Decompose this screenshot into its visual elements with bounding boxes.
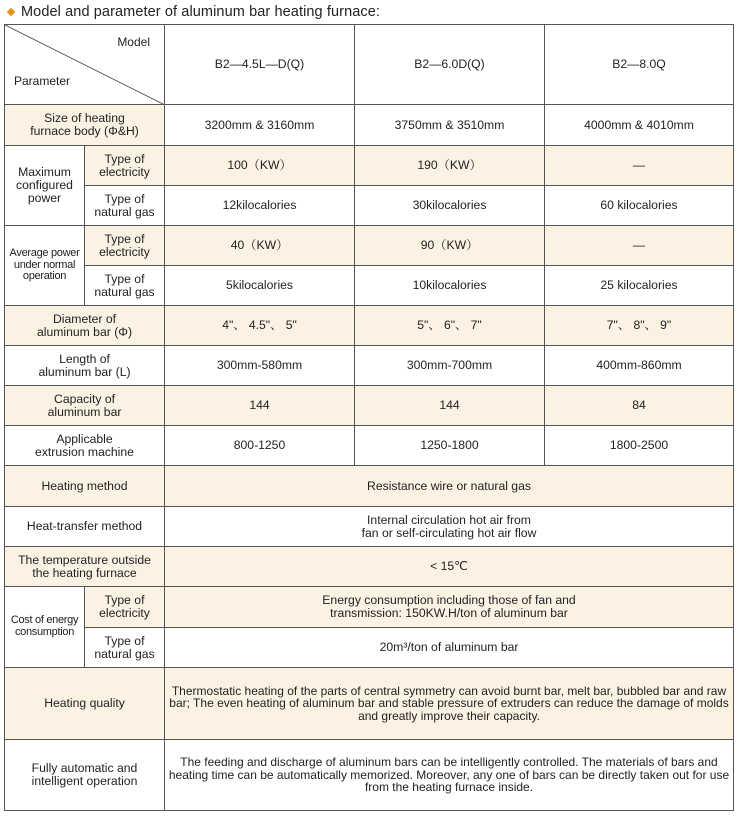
heating-quality-row <box>5 668 734 740</box>
diameter-row <box>5 306 734 346</box>
extrusion-value-3: 1800-2500 <box>545 426 734 466</box>
model-label: Model <box>117 35 150 49</box>
max-power-gas-value-3: 60 kilocalories <box>545 186 734 226</box>
capacity-label: Capacity of aluminum bar <box>5 386 165 426</box>
capacity-row <box>5 386 734 426</box>
capacity-value-3: 84 <box>545 386 734 426</box>
avg-power-electricity-label: Type of electricity <box>85 226 165 266</box>
size-label: Size of heating furnace body (Φ&H) <box>5 105 165 146</box>
energy-electricity-row <box>5 587 734 628</box>
diamond-bullet-icon <box>7 8 15 16</box>
avg-power-electricity-value-3: — <box>545 226 734 266</box>
size-value-2: 3750mm & 3510mm <box>355 105 545 146</box>
avg-power-electricity-value-2: 90（KW） <box>355 226 545 266</box>
length-value-1: 300mm-580mm <box>165 346 355 386</box>
model-header-1: B2—4.5L—D(Q) <box>165 25 355 105</box>
avg-power-gas-value-2: 10kilocalories <box>355 266 545 306</box>
heat-transfer-label: Heat-transfer method <box>5 507 165 547</box>
model-header-3: B2—8.0Q <box>545 25 734 105</box>
capacity-value-2: 144 <box>355 386 545 426</box>
heating-method-value: Resistance wire or natural gas <box>165 466 734 507</box>
heating-quality-value: Thermostatic heating of the parts of central symmetry can avoid burnt bar, melt bar, bubbled bar and raw bar; The even heating of aluminum bar and stable pressure of extruders can reduce the damage of molds and greatly improve their capacity. <box>165 668 734 740</box>
length-label: Length of aluminum bar (L) <box>5 346 165 386</box>
model-header-2: B2—6.0D(Q) <box>355 25 545 105</box>
energy-gas-row <box>5 628 734 668</box>
diameter-value-2: 5"、 6"、 7" <box>355 306 545 346</box>
max-power-gas-value-1: 12kilocalories <box>165 186 355 226</box>
extrusion-label: Applicable extrusion machine <box>5 426 165 466</box>
max-power-electricity-label: Type of electricity <box>85 146 165 186</box>
avg-power-gas-value-3: 25 kilocalories <box>545 266 734 306</box>
diameter-value-1: 4"、 4.5"、 5" <box>165 306 355 346</box>
capacity-value-1: 144 <box>165 386 355 426</box>
avg-power-electricity-row <box>5 226 734 266</box>
avg-power-gas-value-1: 5kilocalories <box>165 266 355 306</box>
avg-power-label: Average power under normal operation <box>5 226 85 306</box>
heat-transfer-row <box>5 507 734 547</box>
size-row <box>5 105 734 146</box>
max-power-label: Maximum configured power <box>5 146 85 226</box>
heating-method-label: Heating method <box>5 466 165 507</box>
automatic-operation-label: Fully automatic and intelligent operation <box>5 740 165 811</box>
max-power-electricity-value-1: 100（KW） <box>165 146 355 186</box>
temperature-label: The temperature outside the heating furnace <box>5 547 165 587</box>
header-row <box>5 25 734 105</box>
length-value-2: 300mm-700mm <box>355 346 545 386</box>
extrusion-value-1: 800-1250 <box>165 426 355 466</box>
max-power-electricity-value-2: 190（KW） <box>355 146 545 186</box>
parameter-label: Parameter <box>14 74 71 89</box>
max-power-gas-label: Type of natural gas <box>85 186 165 226</box>
diameter-label: Diameter of aluminum bar (Φ) <box>5 306 165 346</box>
spec-table <box>4 24 734 811</box>
heating-quality-label: Heating quality <box>5 668 165 740</box>
max-power-gas-value-2: 30kilocalories <box>355 186 545 226</box>
avg-power-electricity-value-1: 40（KW） <box>165 226 355 266</box>
energy-label: Cost of energy consumption <box>5 587 85 668</box>
max-power-electricity-row <box>5 146 734 186</box>
size-value-1: 3200mm & 3160mm <box>165 105 355 146</box>
length-value-3: 400mm-860mm <box>545 346 734 386</box>
temperature-row <box>5 547 734 587</box>
extrusion-row <box>5 426 734 466</box>
extrusion-value-2: 1250-1800 <box>355 426 545 466</box>
size-value-3: 4000mm & 4010mm <box>545 105 734 146</box>
energy-electricity-label: Type of electricity <box>85 587 165 628</box>
length-row <box>5 346 734 386</box>
page-title <box>6 2 380 22</box>
automatic-operation-value: The feeding and discharge of aluminum bars can be intelligently controlled. The materials of bars and heating time can be automatically memorized. Moreover, any one of bars can be directly taken out for use from the heating furnace inside. <box>165 740 734 811</box>
energy-electricity-value: Energy consumption including those of fan and transmission: 150KW.H/ton of aluminum bar <box>165 587 734 628</box>
header-corner-cell <box>5 25 165 105</box>
heat-transfer-value: Internal circulation hot air from fan or self-circulating hot air flow <box>165 507 734 547</box>
max-power-electricity-value-3: — <box>545 146 734 186</box>
temperature-value: < 15℃ <box>165 547 734 587</box>
max-power-gas-row <box>5 186 734 226</box>
diameter-value-3: 7"、 8"、 9" <box>545 306 734 346</box>
energy-gas-label: Type of natural gas <box>85 628 165 668</box>
page-title-text: Model and parameter of aluminum bar heating furnace: <box>21 4 381 20</box>
automatic-operation-row <box>5 740 734 811</box>
energy-gas-value: 20m³/ton of aluminum bar <box>165 628 734 668</box>
avg-power-gas-row <box>5 266 734 306</box>
heating-method-row <box>5 466 734 507</box>
avg-power-gas-label: Type of natural gas <box>85 266 165 306</box>
